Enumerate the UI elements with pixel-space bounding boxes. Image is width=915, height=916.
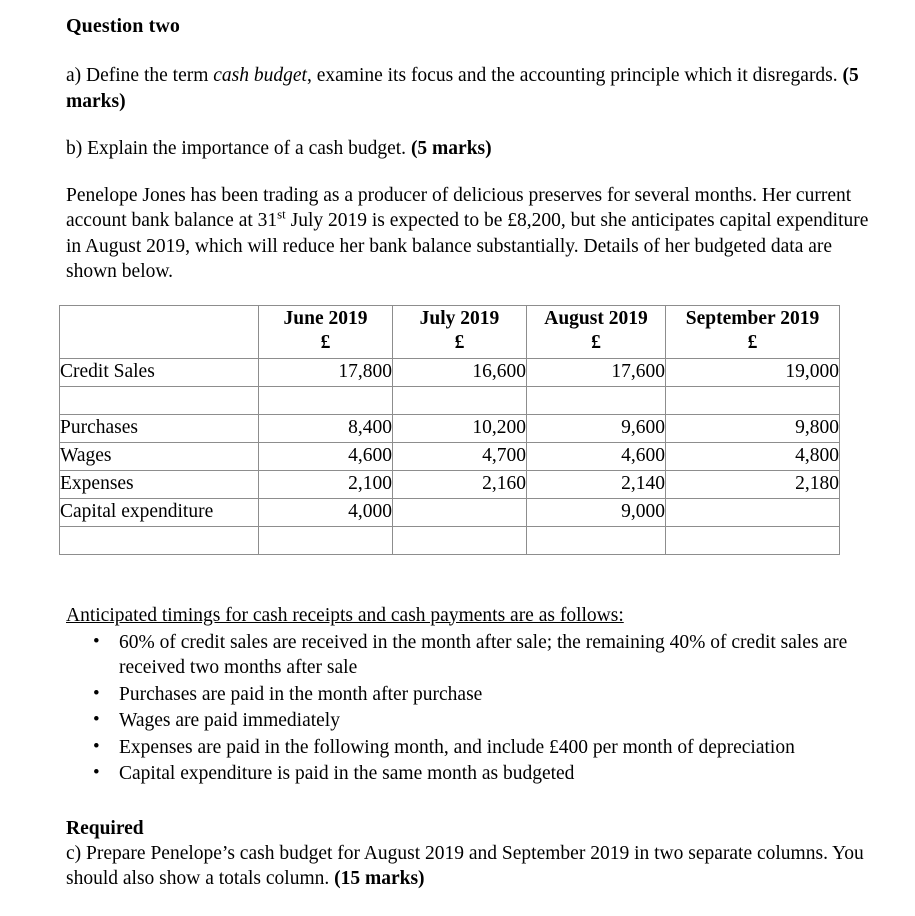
scenario-paragraph (66, 183, 886, 285)
cell-value: 4,700 (393, 442, 527, 470)
column-header-currency: £ (320, 331, 331, 353)
column-header-month: August 2019 (544, 307, 648, 329)
question-part-a (66, 63, 894, 114)
cell-value (666, 526, 840, 554)
part-a-middle: , examine its focus and the accounting principle which it disregards. (306, 65, 843, 86)
cell-value: 10,200 (393, 414, 527, 442)
table-body (60, 358, 840, 554)
page-title: Question two (66, 15, 180, 37)
scenario-text-post: July 2019 is expected to be £8,200, but she anticipates capital expenditure in August 2019, which will reduce her bank balance substantially. Details of her budgeted data are shown below. (66, 210, 869, 282)
row-label: Wages (60, 442, 259, 470)
row-label: Purchases (60, 414, 259, 442)
required-heading: Required (66, 817, 144, 839)
list-item: • Expenses are paid in the following month, and include £400 per month of depreciation (93, 735, 895, 761)
table-row (60, 526, 840, 554)
column-header-month: September 2019 (685, 307, 820, 329)
row-label (60, 526, 259, 554)
question-part-c (66, 841, 894, 892)
list-item: • 60% of credit sales are received in the month after sale; the remaining 40% of credit sales are received two months after sale (93, 630, 895, 681)
part-b-text: b) Explain the importance of a cash budget. (66, 138, 411, 159)
part-a-prefix: a) Define the term (66, 65, 214, 86)
column-header-august (527, 305, 666, 358)
cell-value (527, 526, 666, 554)
table-row (60, 442, 840, 470)
column-header-month: June 2019 (283, 307, 368, 329)
timings-intro: Anticipated timings for cash receipts and cash payments are as follows: (66, 604, 624, 626)
cell-value: 9,600 (527, 414, 666, 442)
cell-value (393, 386, 527, 414)
list-item: • Wages are paid immediately (93, 708, 895, 734)
scenario-text-pre: Penelope Jones has been trading as a producer of delicious preserves for several months. Her current account bank balance at 31 (66, 184, 852, 231)
table-corner-cell (60, 305, 259, 358)
cell-value: 4,800 (666, 442, 840, 470)
row-label (60, 386, 259, 414)
table-row (60, 386, 840, 414)
cell-value (666, 386, 840, 414)
column-header-month: July 2019 (419, 307, 500, 329)
part-b-marks: (5 marks) (410, 138, 492, 159)
cell-value: 4,600 (527, 442, 666, 470)
timings-list (66, 630, 895, 787)
column-header-currency: £ (747, 331, 758, 353)
list-item: • Capital expenditure is paid in the same month as budgeted (93, 761, 895, 787)
cell-value: 17,600 (527, 358, 666, 386)
list-item: • Purchases are paid in the month after purchase (93, 682, 895, 708)
cell-value (393, 526, 527, 554)
cell-value: 16,600 (393, 358, 527, 386)
column-header-september (666, 305, 840, 358)
cell-value: 2,160 (393, 470, 527, 498)
spacer (66, 555, 895, 603)
column-header-currency: £ (454, 331, 465, 353)
cell-value (259, 526, 393, 554)
cell-value (393, 498, 527, 526)
question-part-b (66, 136, 894, 162)
cell-value: 9,000 (527, 498, 666, 526)
spacer (66, 788, 895, 816)
cell-value: 8,400 (259, 414, 393, 442)
part-c-text: c) Prepare Penelope’s cash budget for August 2019 and September 2019 in two separate columns. You should also show a totals column. (66, 842, 864, 889)
column-header-currency: £ (591, 331, 601, 353)
cell-value: 9,800 (666, 414, 840, 442)
row-label: Capital expenditure (60, 498, 259, 526)
part-a-marks: (5 marks) (66, 65, 859, 112)
table-row (60, 358, 840, 386)
cell-value: 4,000 (259, 498, 393, 526)
cell-value: 2,100 (259, 470, 393, 498)
table-row (60, 470, 840, 498)
cell-value (666, 498, 840, 526)
cell-value (259, 386, 393, 414)
cell-value: 4,600 (259, 442, 393, 470)
table-header-row (60, 305, 840, 358)
table-row (60, 414, 840, 442)
part-a-italic-term: cash budget (213, 65, 307, 86)
column-header-july (393, 305, 527, 358)
cell-value: 2,140 (527, 470, 666, 498)
table-row (60, 498, 840, 526)
cell-value: 19,000 (666, 358, 840, 386)
budgeted-data-table (59, 305, 840, 555)
cell-value: 17,800 (259, 358, 393, 386)
cell-value (527, 386, 666, 414)
column-header-june (259, 305, 393, 358)
row-label: Credit Sales (60, 358, 259, 386)
row-label: Expenses (60, 470, 259, 498)
budget-table-wrapper (59, 303, 895, 555)
ordinal-suffix: st (277, 207, 286, 222)
part-c-marks: (15 marks) (334, 868, 425, 889)
table-header (60, 305, 840, 358)
cell-value: 2,180 (666, 470, 840, 498)
